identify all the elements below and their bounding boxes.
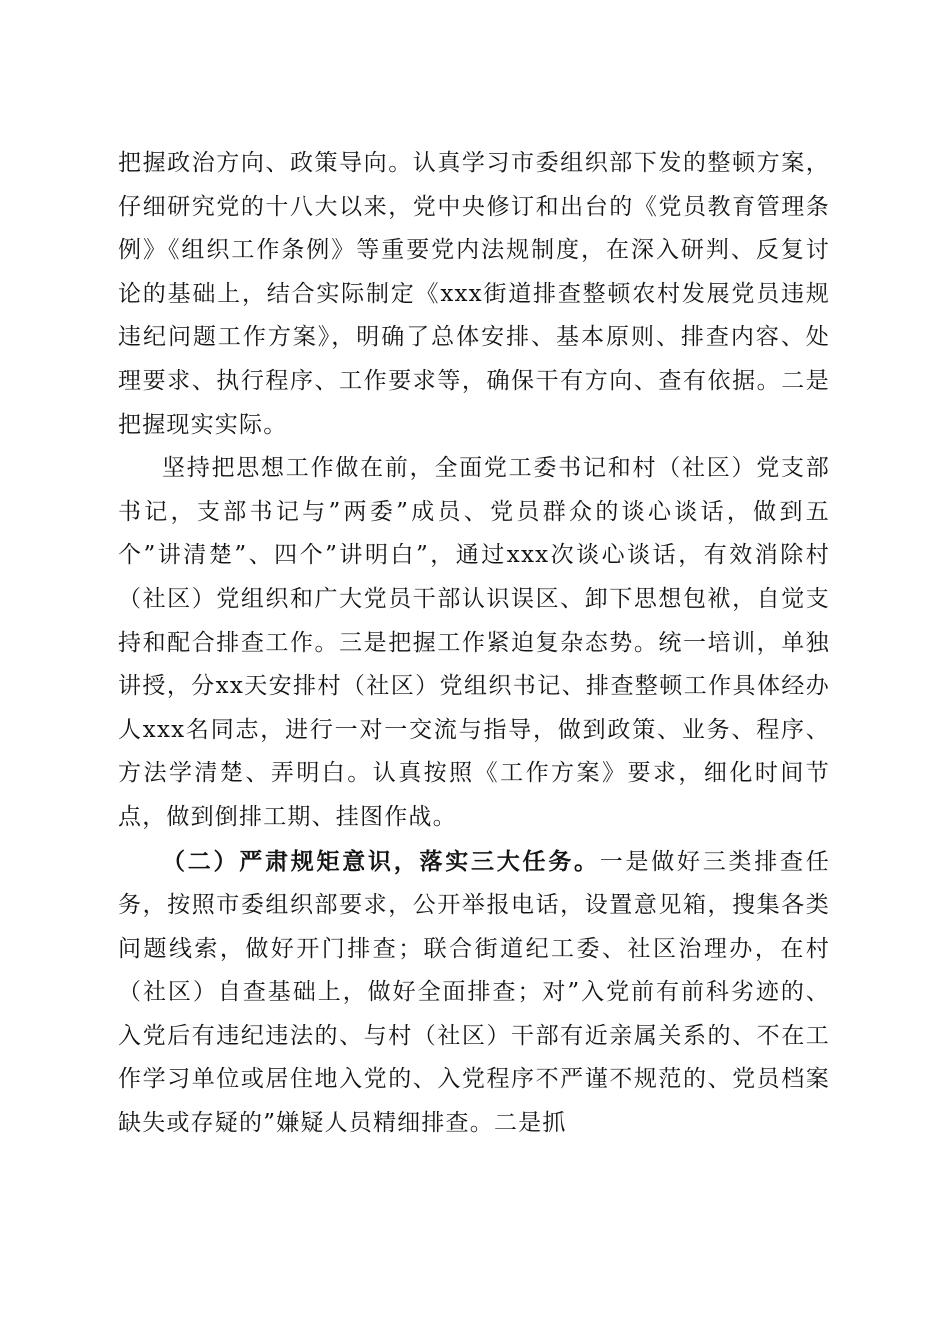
document-body <box>118 142 830 1146</box>
paragraph-3-text: 一是做好三类排查任务，按照市委组织部要求，公开举报电话，设置意见箱，搜集各类问题线索，做好开门排查；联合街道纪工委、社区治理办，在村（社区）自查基础上，做好全面排查；对”入党前有前科劣迹的、入党后有违纪违法的、与村（社区）干部有近亲属关系的、不在工作学习单位或居住地入党的、入党程序不严谨不规范的、党员档案缺失或存疑的”嫌疑人员精细排查。二是抓 <box>118 848 830 1137</box>
paragraph-3 <box>118 840 830 1146</box>
paragraph-2 <box>118 447 830 839</box>
section-heading: （二）严肃规矩意识，落实三大任务。 <box>162 847 600 875</box>
paragraph-1 <box>118 142 830 447</box>
paragraph-1-text: 把握政治方向、政策导向。认真学习市委组织部下发的整顿方案，仔细研究党的十八大以来，党中央修订和出台的《党员教育管理条例》《组织工作条例》等重要党内法规制度，在深入研判、反复讨论的基础上，结合实际制定《xxx街道排查整顿农村发展党员违规违纪问题工作方案》，明确了总体安排、基本原则、排查内容、处理要求、执行程序、工作要求等，确保干有方向、查有依据。二是把握现实实际。 <box>118 150 830 438</box>
paragraph-2-text: 坚持把思想工作做在前，全面党工委书记和村（社区）党支部书记，支部书记与”两委”成员、党员群众的谈心谈话，做到五个”讲清楚”、四个”讲明白”，通过xxx次谈心谈话，有效消除村（社区）党组织和广大党员干部认识误区、卸下思想包袱，自觉支持和配合排查工作。三是把握工作紧迫复杂态势。统一培训，单独讲授，分xx天安排村（社区）党组织书记、排查整顿工作具体经办人xxx名同志，进行一对一交流与指导，做到政策、业务、程序、方法学清楚、弄明白。认真按照《工作方案》要求，细化时间节点，做到倒排工期、挂图作战。 <box>118 455 830 830</box>
